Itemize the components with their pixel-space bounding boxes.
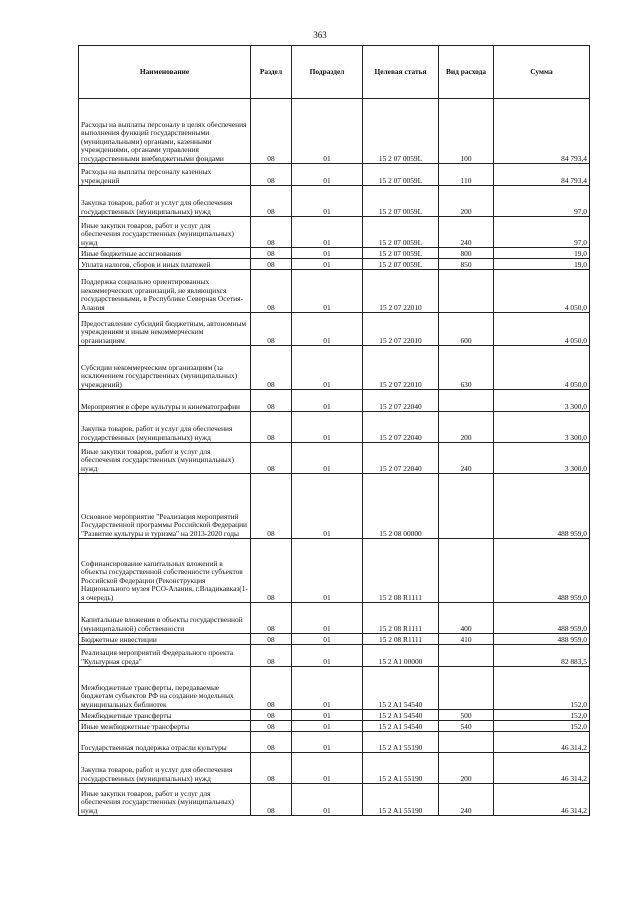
cell-section: 08	[251, 710, 292, 721]
cell-subsection: 01	[292, 412, 363, 443]
cell-section: 08	[251, 753, 292, 784]
cell-name: Иные бюджетные ассигнования	[79, 248, 251, 259]
table-row	[79, 645, 590, 667]
cell-amount: 488 959,0	[494, 603, 590, 634]
cell-amount: 3 300,0	[494, 412, 590, 443]
cell-expense-type	[439, 732, 494, 753]
cell-section: 08	[251, 248, 292, 259]
column-header-section: Раздел	[251, 46, 292, 99]
cell-subsection: 01	[292, 443, 363, 474]
cell-target: 15 2 07 22040	[363, 443, 439, 474]
cell-name: Государственная поддержка отрасли культуры	[79, 732, 251, 753]
cell-target: 15 2 08 R1111	[363, 603, 439, 634]
cell-expense-type: 200	[439, 753, 494, 784]
cell-amount: 3 300,0	[494, 443, 590, 474]
cell-target: 15 2 07 0059L	[363, 186, 439, 217]
cell-name: Иные закупки товаров, работ и услуг для обеспечения государственных (муниципальных) нужд	[79, 443, 251, 474]
cell-subsection: 01	[292, 721, 363, 732]
cell-target: 15 2 07 0059L	[363, 248, 439, 259]
table-row	[79, 634, 590, 645]
table-row	[79, 186, 590, 217]
cell-target: 15 2 A1 00000	[363, 645, 439, 667]
column-header-name: Наименование	[79, 46, 251, 99]
table-row	[79, 603, 590, 634]
cell-target: 15 2 07 22010	[363, 346, 439, 390]
cell-expense-type: 240	[439, 784, 494, 816]
cell-section: 08	[251, 99, 292, 164]
cell-target: 15 2 07 22010	[363, 313, 439, 346]
cell-name: Капитальные вложения в объекты государственной (муниципальной) собственности	[79, 603, 251, 634]
cell-name: Иные межбюджетные трансферты	[79, 721, 251, 732]
cell-section: 08	[251, 784, 292, 816]
cell-name: Поддержка социально ориентированных некоммерческих организаций, не являющихся государственными, в Республике Северная Осетия-Алания	[79, 270, 251, 313]
cell-amount: 46 314,2	[494, 753, 590, 784]
cell-name: Расходы на выплаты персоналу в целях обеспечения выполнения функций государственными (муниципальными) органами, казенными учреждениями, органами управления государственными внебюджетными фондами	[79, 99, 251, 164]
cell-name: Субсидии некоммерческим организациям (за исключением государственных (муниципальных) учреждений)	[79, 346, 251, 390]
cell-section: 08	[251, 164, 292, 186]
cell-section: 08	[251, 390, 292, 412]
cell-amount: 488 959,0	[494, 474, 590, 539]
cell-amount: 152,0	[494, 721, 590, 732]
table-row	[79, 259, 590, 270]
cell-name: Закупка товаров, работ и услуг для обеспечения государственных (муниципальных) нужд	[79, 186, 251, 217]
cell-amount: 3 300,0	[494, 390, 590, 412]
cell-expense-type: 100	[439, 99, 494, 164]
cell-target: 15 2 08 R1111	[363, 634, 439, 645]
cell-name: Расходы на выплаты персоналу казенных учреждений	[79, 164, 251, 186]
table-row	[79, 732, 590, 753]
cell-expense-type	[439, 645, 494, 667]
cell-amount: 97,0	[494, 186, 590, 217]
cell-subsection: 01	[292, 753, 363, 784]
cell-subsection: 01	[292, 313, 363, 346]
column-header-subsection: Подраздел	[292, 46, 363, 99]
cell-target: 15 2 08 00000	[363, 474, 439, 539]
cell-name: Закупка товаров, работ и услуг для обеспечения государственных (муниципальных) нужд	[79, 412, 251, 443]
cell-subsection: 01	[292, 259, 363, 270]
cell-amount: 488 959,0	[494, 539, 590, 603]
cell-name: Иные закупки товаров, работ и услуг для обеспечения государственных (муниципальных) нужд	[79, 784, 251, 816]
cell-subsection: 01	[292, 99, 363, 164]
table-row	[79, 390, 590, 412]
cell-expense-type: 630	[439, 346, 494, 390]
page-number: 363	[313, 30, 327, 40]
table-row	[79, 99, 590, 164]
cell-expense-type	[439, 539, 494, 603]
table-row	[79, 248, 590, 259]
cell-section: 08	[251, 539, 292, 603]
cell-target: 15 2 07 22040	[363, 412, 439, 443]
cell-name: Предоставление субсидий бюджетным, автономным учреждениям и иным некоммерческим организациям	[79, 313, 251, 346]
cell-section: 08	[251, 474, 292, 539]
cell-expense-type: 110	[439, 164, 494, 186]
cell-target: 15 2 A1 54540	[363, 721, 439, 732]
column-header-expense-type: Вид расхода	[439, 46, 494, 99]
cell-section: 08	[251, 645, 292, 667]
cell-name: Закупка товаров, работ и услуг для обеспечения государственных (муниципальных) нужд	[79, 753, 251, 784]
cell-amount: 82 883,5	[494, 645, 590, 667]
cell-amount: 4 050,0	[494, 346, 590, 390]
cell-amount: 19,0	[494, 248, 590, 259]
cell-expense-type: 200	[439, 412, 494, 443]
cell-target: 15 2 08 R1111	[363, 539, 439, 603]
cell-amount: 4 050,0	[494, 313, 590, 346]
cell-amount: 19,0	[494, 259, 590, 270]
cell-expense-type: 800	[439, 248, 494, 259]
cell-section: 08	[251, 732, 292, 753]
cell-amount: 46 314,2	[494, 784, 590, 816]
cell-subsection: 01	[292, 603, 363, 634]
cell-expense-type: 500	[439, 710, 494, 721]
cell-subsection: 01	[292, 710, 363, 721]
cell-target: 15 2 A1 55190	[363, 732, 439, 753]
table-row	[79, 217, 590, 248]
cell-name: Иные закупки товаров, работ и услуг для обеспечения государственных (муниципальных) нужд	[79, 217, 251, 248]
cell-expense-type	[439, 667, 494, 710]
cell-name: Софинансирование капитальных вложений в объекты государственной собственности субъектов Российской Федерации (Реконструкция Национального музея РСО-Алания, г.Владикавказ(1-я очередь)	[79, 539, 251, 603]
cell-subsection: 01	[292, 645, 363, 667]
cell-section: 08	[251, 721, 292, 732]
cell-amount: 488 959,0	[494, 634, 590, 645]
cell-target: 15 2 A1 54540	[363, 710, 439, 721]
budget-table	[78, 45, 590, 816]
cell-target: 15 2 A1 55190	[363, 753, 439, 784]
cell-subsection: 01	[292, 634, 363, 645]
cell-subsection: 01	[292, 217, 363, 248]
cell-subsection: 01	[292, 784, 363, 816]
table-row	[79, 474, 590, 539]
cell-expense-type	[439, 390, 494, 412]
cell-amount: 4 050,0	[494, 270, 590, 313]
table-row	[79, 784, 590, 816]
cell-subsection: 01	[292, 186, 363, 217]
cell-subsection: 01	[292, 390, 363, 412]
cell-expense-type: 540	[439, 721, 494, 732]
cell-expense-type: 200	[439, 186, 494, 217]
cell-section: 08	[251, 313, 292, 346]
cell-expense-type: 600	[439, 313, 494, 346]
cell-target: 15 2 07 0059L	[363, 164, 439, 186]
cell-name: Бюджетные инвестиции	[79, 634, 251, 645]
table-row	[79, 346, 590, 390]
cell-section: 08	[251, 259, 292, 270]
cell-section: 08	[251, 270, 292, 313]
cell-amount: 152,0	[494, 710, 590, 721]
cell-expense-type: 410	[439, 634, 494, 645]
cell-target: 15 2 07 22040	[363, 390, 439, 412]
cell-amount: 46 314,2	[494, 732, 590, 753]
table-row	[79, 721, 590, 732]
column-header-target: Целевая статья	[363, 46, 439, 99]
table-row	[79, 164, 590, 186]
table-row	[79, 270, 590, 313]
table-row	[79, 753, 590, 784]
table-header-row	[79, 46, 590, 99]
cell-target: 15 2 07 0059L	[363, 99, 439, 164]
cell-section: 08	[251, 443, 292, 474]
cell-section: 08	[251, 412, 292, 443]
cell-target: 15 2 A1 54540	[363, 667, 439, 710]
cell-subsection: 01	[292, 474, 363, 539]
cell-amount: 152,0	[494, 667, 590, 710]
cell-section: 08	[251, 217, 292, 248]
cell-name: Реализация мероприятий Федерального проекта "Культурная среда"	[79, 645, 251, 667]
table-row	[79, 667, 590, 710]
cell-subsection: 01	[292, 346, 363, 390]
cell-section: 08	[251, 634, 292, 645]
cell-subsection: 01	[292, 732, 363, 753]
cell-target: 15 2 07 0059L	[363, 217, 439, 248]
cell-subsection: 01	[292, 248, 363, 259]
table-row	[79, 443, 590, 474]
cell-subsection: 01	[292, 539, 363, 603]
cell-section: 08	[251, 346, 292, 390]
table-row	[79, 313, 590, 346]
cell-target: 15 2 07 0059L	[363, 259, 439, 270]
cell-subsection: 01	[292, 164, 363, 186]
cell-name: Мероприятия в сфере культуры и кинематографии	[79, 390, 251, 412]
cell-section: 08	[251, 603, 292, 634]
cell-expense-type	[439, 474, 494, 539]
table-row	[79, 412, 590, 443]
cell-subsection: 01	[292, 667, 363, 710]
cell-expense-type: 400	[439, 603, 494, 634]
cell-name: Межбюджетные трансферты, передаваемые бюджетам субъектов РФ на создание модельных муниципальных библиотек	[79, 667, 251, 710]
table-row	[79, 539, 590, 603]
cell-amount: 97,0	[494, 217, 590, 248]
cell-section: 08	[251, 667, 292, 710]
cell-target: 15 2 A1 55190	[363, 784, 439, 816]
column-header-amount: Сумма	[494, 46, 590, 99]
cell-expense-type: 850	[439, 259, 494, 270]
cell-expense-type	[439, 270, 494, 313]
cell-name: Основное мероприятие "Реализация мероприятий Государственной программы Российской Федерации "Развитие культуры и туризма" на 2013-2020 годы	[79, 474, 251, 539]
cell-name: Межбюджетные трансферты	[79, 710, 251, 721]
cell-section: 08	[251, 186, 292, 217]
cell-amount: 84 793,4	[494, 99, 590, 164]
cell-name: Уплата налогов, сборов и иных платежей	[79, 259, 251, 270]
cell-target: 15 2 07 22010	[363, 270, 439, 313]
cell-expense-type: 240	[439, 443, 494, 474]
table-row	[79, 710, 590, 721]
cell-subsection: 01	[292, 270, 363, 313]
cell-expense-type: 240	[439, 217, 494, 248]
cell-amount: 84 793,4	[494, 164, 590, 186]
